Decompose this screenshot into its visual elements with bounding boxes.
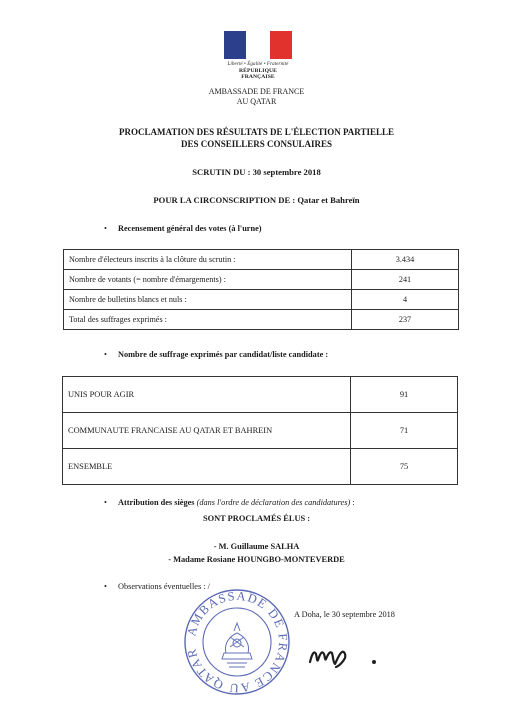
suffrages-table xyxy=(62,376,458,485)
candidate-name: UNIS POUR AGIR xyxy=(63,377,351,413)
table-row xyxy=(63,449,458,485)
recensement-heading xyxy=(104,224,262,233)
suffrages-heading xyxy=(104,350,328,359)
observations-text: Observations éventuelles : / xyxy=(118,582,210,591)
sieges-heading xyxy=(104,498,355,507)
bullet-icon: • xyxy=(104,350,107,359)
proclaimed-heading: SONT PROCLAMÉS ÉLUS : xyxy=(202,514,311,523)
signature xyxy=(306,640,354,675)
sieges-heading-italic: (dans l'ordre de déclaration des candidatures) xyxy=(196,498,351,507)
elected-list xyxy=(0,540,513,566)
place-date: A Doha, le 30 septembre 2018 xyxy=(294,610,395,619)
candidate-votes: 91 xyxy=(351,377,458,413)
suffrages-heading-text: Nombre de suffrage exprimés par candidat/liste candidate : xyxy=(118,350,329,359)
row-value: 237 xyxy=(352,310,459,330)
sieges-heading-bold: Attribution des sièges xyxy=(118,498,195,507)
row-label: Nombre de bulletins blancs et nuls : xyxy=(64,290,352,310)
elected-item: - Madame Rosiane HOUNGBO-MONTEVERDE xyxy=(168,555,345,564)
row-label: Nombre de votants (= nombre d'émargements) : xyxy=(64,270,352,290)
candidate-votes: 71 xyxy=(351,413,458,449)
scrutin-date: SCRUTIN DU : 30 septembre 2018 xyxy=(192,167,321,177)
circonscription xyxy=(0,195,513,205)
title-line-1: PROCLAMATION DES RÉSULTATS DE L'ÉLECTION PARTIELLE xyxy=(119,127,394,137)
svg-text:AMBASSADE DE FRANCE AU QATAR: AMBASSADE DE FRANCE AU QATAR xyxy=(184,588,291,696)
bullet-icon: • xyxy=(104,582,107,591)
embassy-line-2: AU QATAR xyxy=(236,97,277,106)
circonscription-label: POUR LA CIRCONSCRIPTION DE : xyxy=(153,195,296,205)
candidate-name: ENSEMBLE xyxy=(63,449,351,485)
candidate-name: COMMUNAUTE FRANCAISE AU QATAR ET BAHREIN xyxy=(63,413,351,449)
sieges-heading-colon: : xyxy=(350,498,355,507)
recensement-heading-text: Recensement général des votes (à l'urne) xyxy=(118,224,262,233)
row-label: Nombre d'électeurs inscrits à la clôture du scrutin : xyxy=(64,250,352,270)
table-row xyxy=(63,377,458,413)
bullet-icon: • xyxy=(104,224,107,233)
table-row xyxy=(64,290,459,310)
ink-dot xyxy=(372,660,376,664)
logo-republic: RÉPUBLIQUE FRANÇAISE xyxy=(239,68,277,80)
row-value: 241 xyxy=(352,270,459,290)
marianne-logo xyxy=(224,31,292,80)
flag-icon xyxy=(224,31,292,59)
row-label: Total des suffrages exprimés : xyxy=(64,310,352,330)
embassy-name xyxy=(0,87,513,107)
row-value: 3.434 xyxy=(352,250,459,270)
table-row xyxy=(64,310,459,330)
recensement-table xyxy=(63,249,459,330)
page-title xyxy=(0,126,513,150)
table-row xyxy=(64,250,459,270)
elected-item: - M. Guillaume SALHA xyxy=(213,542,300,551)
bullet-icon: • xyxy=(104,498,107,507)
title-line-2: DES CONSEILLERS CONSULAIRES xyxy=(180,139,333,149)
row-value: 4 xyxy=(352,290,459,310)
logo-motto: Liberté • Égalité • Fraternité xyxy=(227,62,289,67)
embassy-stamp xyxy=(182,587,292,702)
embassy-line-1: AMBASSADE DE FRANCE xyxy=(208,87,305,96)
circonscription-value: Qatar et Bahreïn xyxy=(297,195,360,205)
candidate-votes: 75 xyxy=(351,449,458,485)
table-row xyxy=(63,413,458,449)
table-row xyxy=(64,270,459,290)
